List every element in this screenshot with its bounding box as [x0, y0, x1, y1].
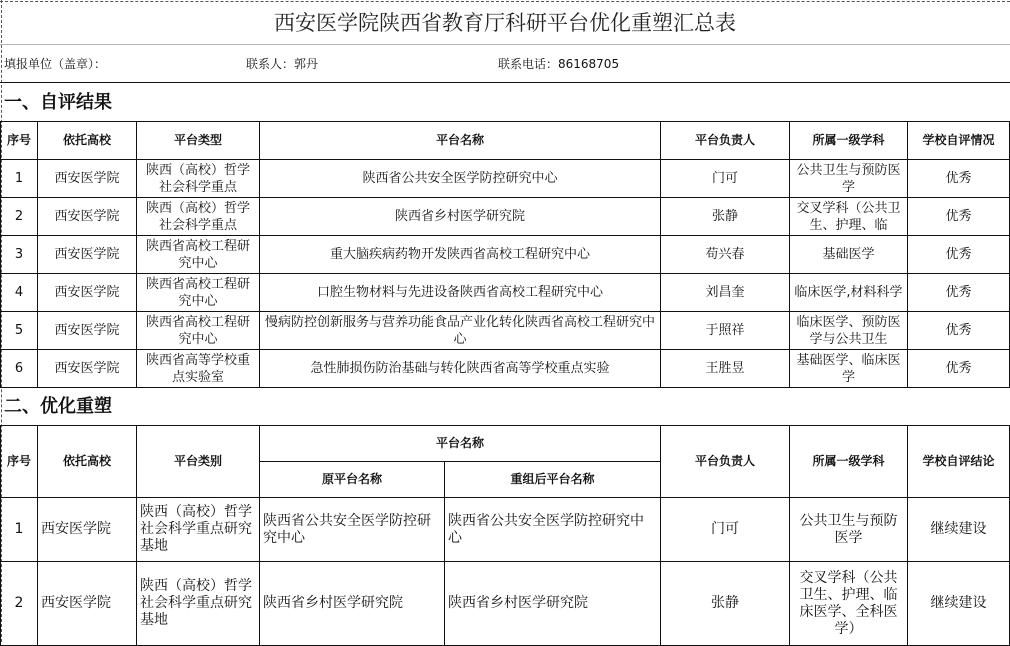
table-row — [1, 350, 1010, 388]
cell-evaluation[interactable]: 优秀 — [908, 198, 1010, 236]
cell-text: 临床医学、预防医学与公共卫生 — [796, 314, 901, 347]
header-cell-discipline: 所属一级学科 — [790, 122, 908, 160]
cell-text: 陕西省高校工程研究中心 — [145, 276, 250, 309]
cell-leader[interactable]: 王胜昱 — [661, 350, 790, 388]
cell-discipline[interactable] — [790, 236, 908, 274]
cell-text: 陕西省高校工程研究中心 — [145, 314, 250, 347]
cell-platform-type[interactable] — [137, 236, 260, 274]
cell-discipline[interactable] — [790, 498, 908, 562]
cell-platform-category[interactable] — [137, 562, 260, 646]
table-row — [1, 498, 1010, 562]
cell-discipline[interactable] — [790, 562, 908, 646]
contact-phone: 联系电话：86168705 — [498, 57, 620, 71]
table-header-row — [1, 122, 1010, 160]
cell-platform-name[interactable]: 重大脑疾病药物开发陕西省高校工程研究中心 — [260, 236, 661, 274]
header-cell-self-evaluation: 学校自评情况 — [908, 122, 1010, 160]
cell-discipline[interactable] — [790, 350, 908, 388]
header-cell-no: 序号 — [1, 426, 38, 498]
cell-text: 公共卫生与预防医学 — [799, 512, 898, 546]
cell-conclusion[interactable]: 继续建设 — [908, 562, 1010, 646]
cell-platform-name[interactable]: 陕西省公共安全医学防控研究中心 — [260, 160, 661, 198]
header-cell-no: 序号 — [1, 122, 38, 160]
cell-text: 交叉学科（公共卫生、护理、临 — [796, 200, 901, 233]
cell-school[interactable]: 西安医学院 — [38, 312, 137, 350]
header-cell-platform-type: 平台类型 — [137, 122, 260, 160]
table-row — [1, 236, 1010, 274]
title-divider — [0, 44, 1010, 45]
cell-text: 临床医学,材料科学 — [794, 285, 903, 300]
cell-new-name[interactable]: 陕西省乡村医学研究院 — [445, 562, 661, 646]
cell-evaluation[interactable]: 优秀 — [908, 236, 1010, 274]
cell-text: 陕西（高校）哲学社会科学重点研究基地 — [140, 578, 252, 628]
header-cell-original-name: 原平台名称 — [260, 462, 445, 498]
cell-no[interactable]: 3 — [1, 236, 38, 274]
header-cell-conclusion: 学校自评结论 — [908, 426, 1010, 498]
section-heading-optimization: 二、优化重塑 — [4, 396, 112, 417]
cell-no[interactable]: 2 — [1, 562, 38, 646]
cell-platform-type[interactable] — [137, 160, 260, 198]
reporting-unit-label: 填报单位（盖章）： — [4, 57, 107, 71]
header-cell-leader: 平台负责人 — [661, 122, 790, 160]
cell-school[interactable]: 西安医学院 — [38, 562, 137, 646]
cell-evaluation[interactable]: 优秀 — [908, 160, 1010, 198]
header-cell-leader: 平台负责人 — [661, 426, 790, 498]
cell-leader[interactable]: 张静 — [661, 198, 790, 236]
cell-school[interactable]: 西安医学院 — [38, 274, 137, 312]
cell-platform-name[interactable]: 陕西省乡村医学研究院 — [260, 198, 661, 236]
cell-text: 陕西省公共安全医学防控研究中心 — [263, 512, 431, 546]
cell-new-name[interactable] — [445, 498, 661, 562]
cell-original-name[interactable] — [260, 498, 445, 562]
table-row — [1, 274, 1010, 312]
cell-platform-type[interactable] — [137, 312, 260, 350]
section-heading-self-evaluation: 一、自评结果 — [4, 92, 112, 113]
cell-no[interactable]: 2 — [1, 198, 38, 236]
cell-platform-name[interactable] — [260, 312, 661, 350]
cell-leader[interactable]: 门可 — [661, 498, 790, 562]
cell-platform-type[interactable] — [137, 350, 260, 388]
cell-school[interactable]: 西安医学院 — [38, 350, 137, 388]
cell-text: 陕西（高校）哲学社会科学重点研究基地 — [140, 504, 252, 554]
cell-platform-type[interactable] — [137, 198, 260, 236]
cell-text: 陕西（高校）哲学社会科学重点 — [145, 200, 250, 233]
cell-no[interactable]: 6 — [1, 350, 38, 388]
cell-text: 基础医学 — [822, 247, 875, 262]
header-cell-discipline: 所属一级学科 — [790, 426, 908, 498]
header-cell-platform-name: 平台名称 — [260, 122, 661, 160]
cell-platform-name[interactable]: 口腔生物材料与先进设备陕西省高校工程研究中心 — [260, 274, 661, 312]
cell-text: 交叉学科（公共卫生、护理、临床医学、全科医学） — [799, 569, 898, 637]
cell-leader[interactable]: 刘昌奎 — [661, 274, 790, 312]
header-cell-school: 依托高校 — [38, 122, 137, 160]
table-header-row — [1, 426, 1010, 462]
cell-leader[interactable]: 张静 — [661, 562, 790, 646]
cell-discipline[interactable] — [790, 312, 908, 350]
cell-evaluation[interactable]: 优秀 — [908, 274, 1010, 312]
cell-leader[interactable]: 门可 — [661, 160, 790, 198]
table-row — [1, 562, 1010, 646]
cell-discipline[interactable] — [790, 198, 908, 236]
sheet-title: 西安医学院陕西省教育厅科研平台优化重塑汇总表 — [274, 11, 736, 35]
cell-evaluation[interactable]: 优秀 — [908, 350, 1010, 388]
cell-school[interactable]: 西安医学院 — [38, 236, 137, 274]
cell-text: 基础医学、临床医学 — [796, 352, 901, 385]
cell-evaluation[interactable]: 优秀 — [908, 312, 1010, 350]
cell-platform-type[interactable] — [137, 274, 260, 312]
cell-discipline[interactable] — [790, 274, 908, 312]
table-row — [1, 312, 1010, 350]
cell-leader[interactable]: 苟兴春 — [661, 236, 790, 274]
cell-conclusion[interactable]: 继续建设 — [908, 498, 1010, 562]
cell-text: 陕西省高等学校重点实验室 — [145, 352, 250, 385]
cell-school[interactable]: 西安医学院 — [38, 160, 137, 198]
header-cell-platform-category: 平台类别 — [137, 426, 260, 498]
cell-text: 陕西（高校）哲学社会科学重点 — [145, 162, 250, 195]
header-cell-school: 依托高校 — [38, 426, 137, 498]
cell-discipline[interactable] — [790, 160, 908, 198]
cell-platform-category[interactable] — [137, 498, 260, 562]
cell-leader[interactable]: 于照祥 — [661, 312, 790, 350]
cell-text: 慢病防控创新服务与营养功能食品产业化转化陕西省高校工程研究中心 — [264, 314, 655, 347]
table-row — [1, 198, 1010, 236]
page-break-line-horizontal — [0, 1, 1010, 2]
cell-platform-name[interactable]: 急性肺损伤防治基础与转化陕西省高等学校重点实验 — [260, 350, 661, 388]
cell-original-name[interactable]: 陕西省乡村医学研究院 — [260, 562, 445, 646]
self-evaluation-table — [0, 121, 1010, 388]
table-row — [1, 160, 1010, 198]
cell-no[interactable]: 5 — [1, 312, 38, 350]
cell-school[interactable]: 西安医学院 — [38, 198, 137, 236]
cell-no[interactable]: 1 — [1, 160, 38, 198]
contact-person: 联系人：郭丹 — [246, 57, 319, 71]
header-cell-platform-name-group: 平台名称 — [260, 426, 661, 462]
info-divider — [0, 82, 1010, 83]
cell-school[interactable]: 西安医学院 — [38, 498, 137, 562]
header-cell-new-name: 重组后平台名称 — [445, 462, 661, 498]
cell-text: 陕西省公共安全医学防控研究中心 — [448, 512, 644, 546]
cell-no[interactable]: 4 — [1, 274, 38, 312]
cell-text: 公共卫生与预防医学 — [796, 162, 901, 195]
cell-no[interactable]: 1 — [1, 498, 38, 562]
cell-text: 陕西省高校工程研究中心 — [145, 238, 250, 271]
optimization-table — [0, 425, 1010, 646]
